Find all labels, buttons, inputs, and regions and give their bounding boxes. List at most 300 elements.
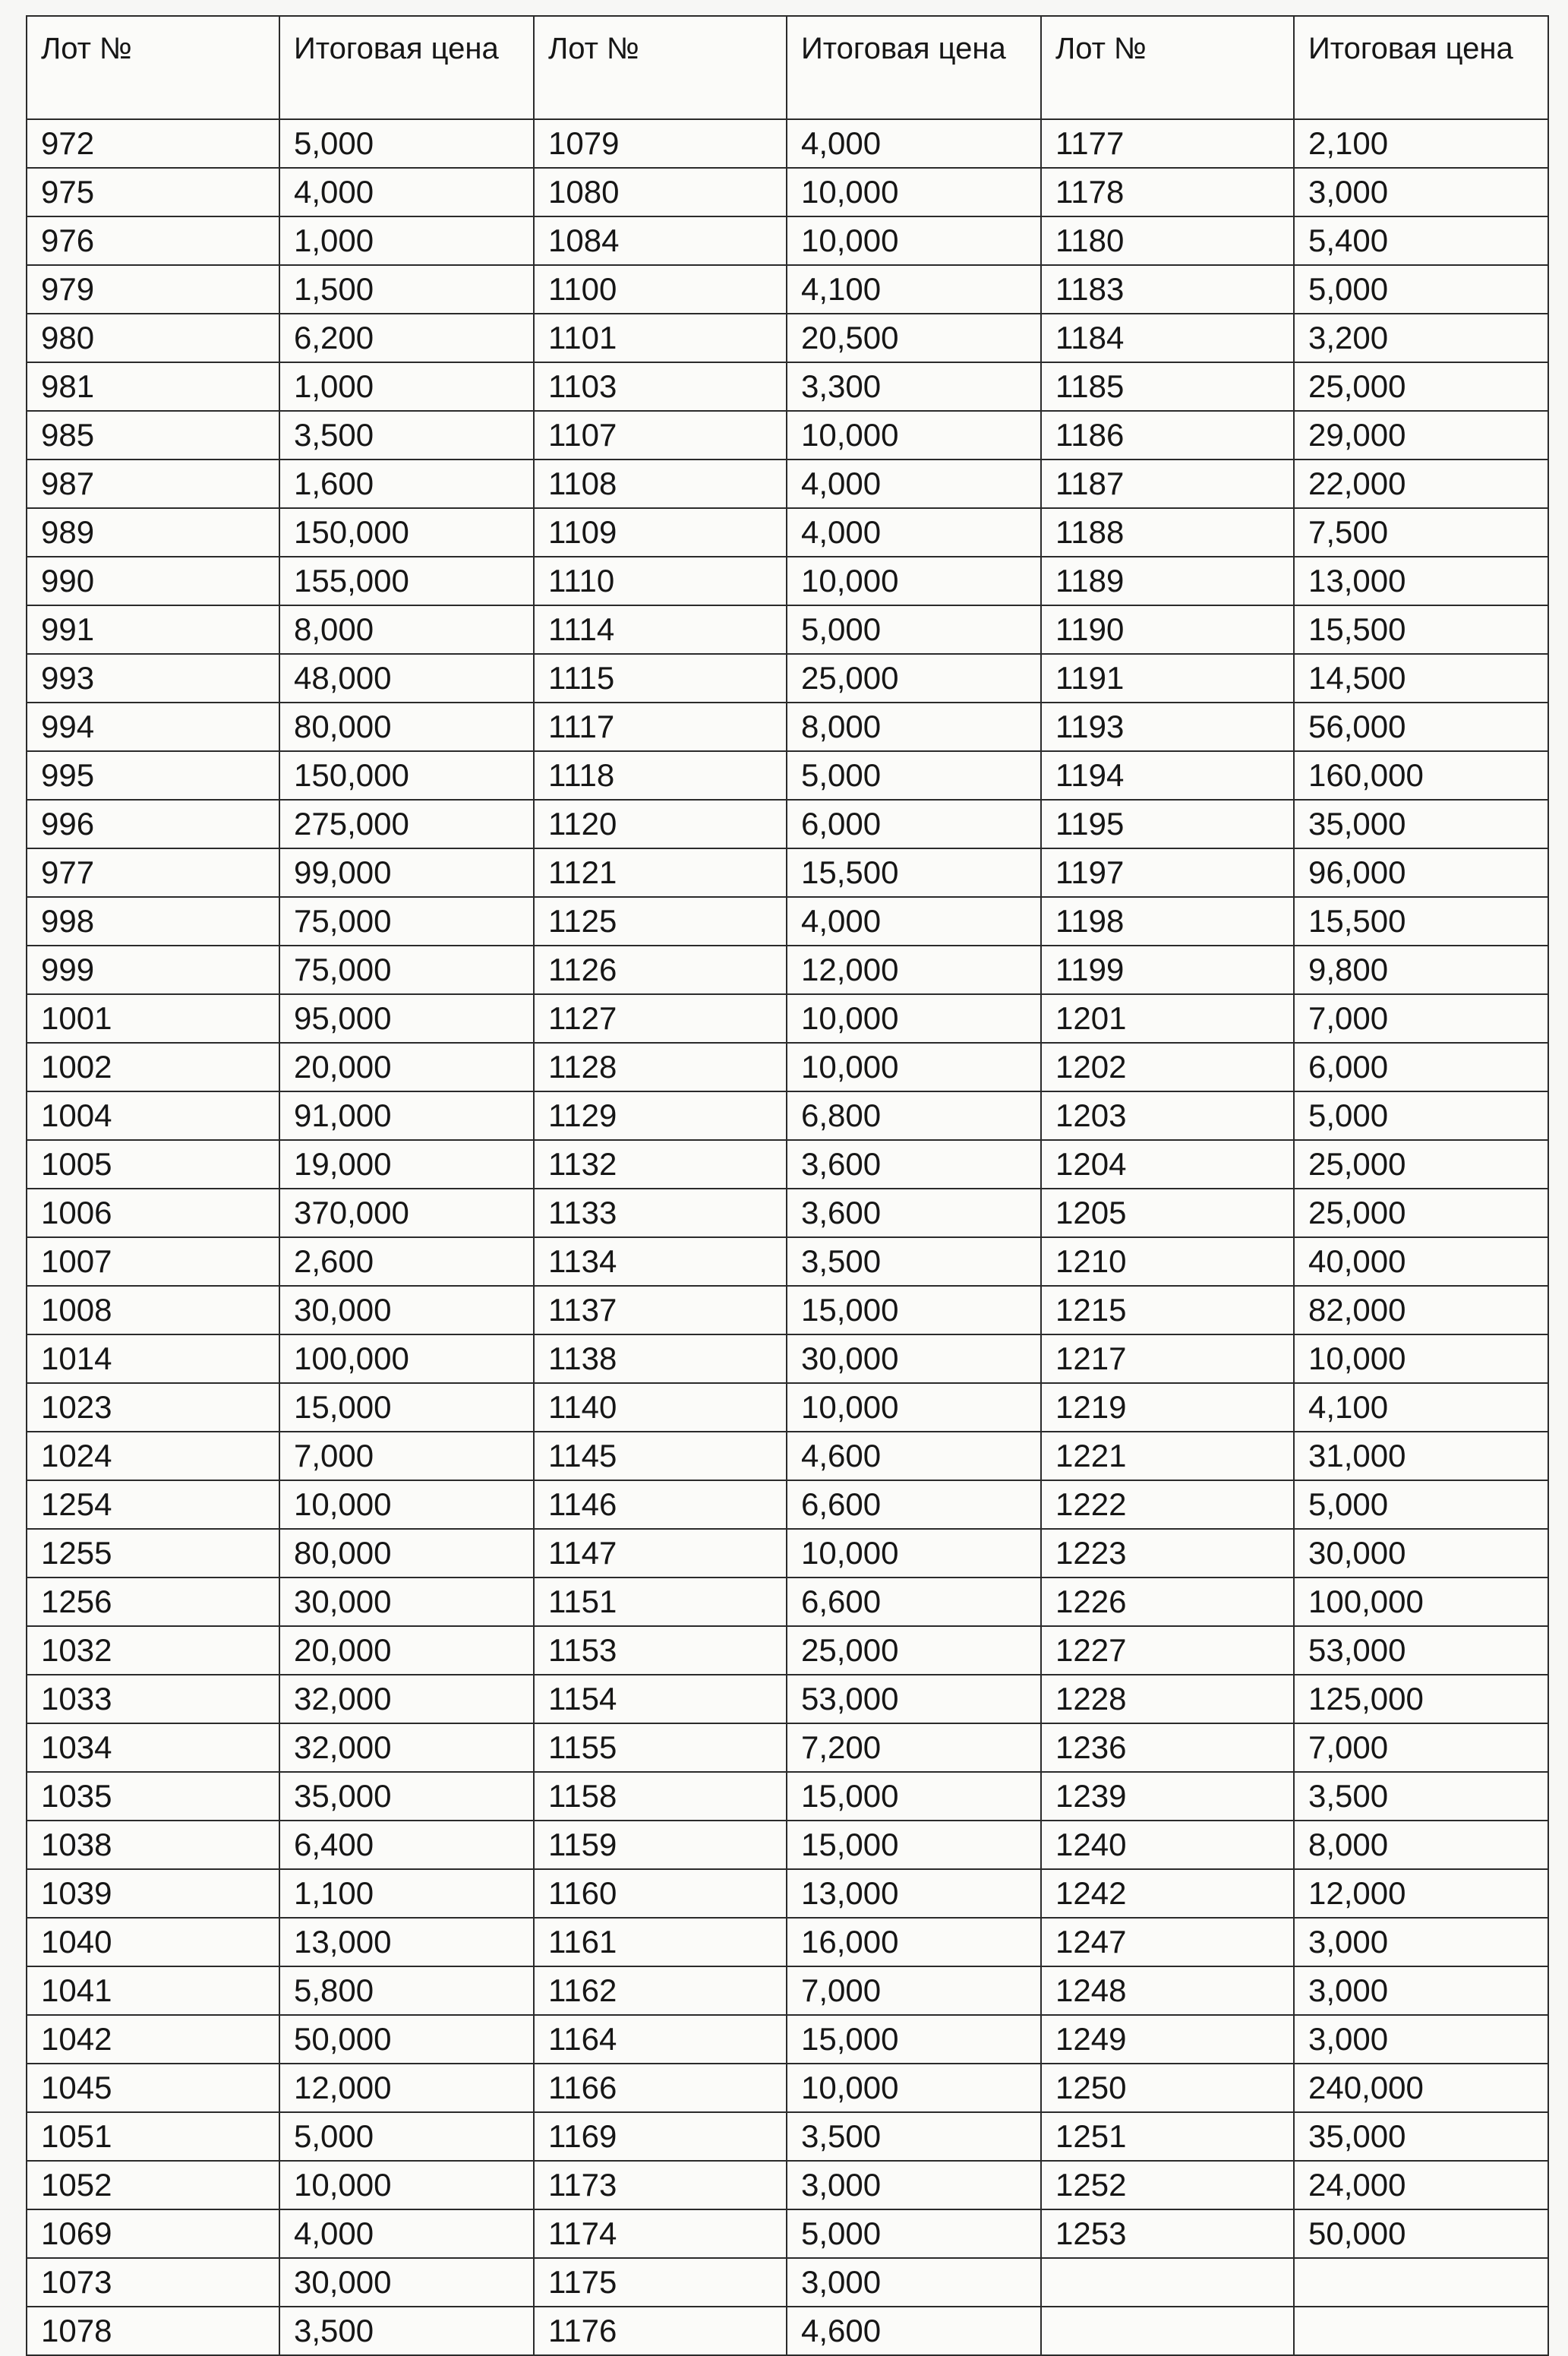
final-price-cell: 10,000 [787, 557, 1041, 605]
lot-number-cell: 1041 [27, 1966, 279, 2015]
final-price-cell: 3,000 [1294, 1918, 1548, 1966]
lot-number-cell: 999 [27, 946, 279, 994]
lot-number-cell [1041, 2307, 1294, 2355]
final-price-cell: 10,000 [787, 1529, 1041, 1578]
lot-number-cell: 1154 [534, 1675, 787, 1723]
lot-number-cell: 1204 [1041, 1140, 1294, 1189]
final-price-cell: 20,000 [279, 1626, 534, 1675]
table-row [27, 508, 1548, 557]
table-row [27, 2064, 1548, 2112]
final-price-cell: 6,600 [787, 1480, 1041, 1529]
final-price-cell: 15,000 [787, 1772, 1041, 1821]
lot-number-cell: 1221 [1041, 1432, 1294, 1480]
final-price-cell: 3,500 [787, 2112, 1041, 2161]
lot-number-cell: 993 [27, 654, 279, 703]
final-price-cell: 5,400 [1294, 216, 1548, 265]
final-price-cell: 50,000 [279, 2015, 534, 2064]
final-price-cell: 7,000 [1294, 1723, 1548, 1772]
final-price-cell: 9,800 [1294, 946, 1548, 994]
lot-number-cell: 1193 [1041, 703, 1294, 751]
final-price-cell: 35,000 [1294, 2112, 1548, 2161]
final-price-cell: 1,000 [279, 362, 534, 411]
lot-number-cell: 1236 [1041, 1723, 1294, 1772]
table-row [27, 1821, 1548, 1869]
lot-number-cell: 1133 [534, 1189, 787, 1237]
final-price-cell: 10,000 [279, 1480, 534, 1529]
table-row [27, 1140, 1548, 1189]
final-price-cell: 30,000 [279, 1286, 534, 1334]
lot-number-cell: 1138 [534, 1334, 787, 1383]
final-price-cell: 3,000 [787, 2258, 1041, 2307]
final-price-cell: 10,000 [787, 411, 1041, 460]
final-price-cell: 6,400 [279, 1821, 534, 1869]
final-price-cell: 4,000 [279, 168, 534, 216]
table-row [27, 1578, 1548, 1626]
final-price-cell: 6,200 [279, 314, 534, 362]
table-row [27, 2307, 1548, 2355]
final-price-cell: 35,000 [1294, 800, 1548, 848]
final-price-cell: 56,000 [1294, 703, 1548, 751]
lot-number-cell: 1005 [27, 1140, 279, 1189]
lot-number-cell: 1251 [1041, 2112, 1294, 2161]
lot-number-cell: 1033 [27, 1675, 279, 1723]
table-row [27, 168, 1548, 216]
final-price-cell: 10,000 [787, 994, 1041, 1043]
table-row [27, 2112, 1548, 2161]
final-price-cell: 4,000 [279, 2209, 534, 2258]
final-price-cell: 3,000 [787, 2161, 1041, 2209]
final-price-cell: 19,000 [279, 1140, 534, 1189]
lot-number-cell: 1197 [1041, 848, 1294, 897]
lot-number-cell: 1125 [534, 897, 787, 946]
lot-number-cell: 1145 [534, 1432, 787, 1480]
final-price-cell: 3,000 [1294, 168, 1548, 216]
final-price-cell: 4,000 [787, 460, 1041, 508]
lot-number-cell: 1079 [534, 119, 787, 168]
table-row [27, 2209, 1548, 2258]
lot-number-cell: 1051 [27, 2112, 279, 2161]
final-price-cell: 100,000 [279, 1334, 534, 1383]
final-price-cell: 32,000 [279, 1675, 534, 1723]
lot-number-cell: 1226 [1041, 1578, 1294, 1626]
final-price-cell: 50,000 [1294, 2209, 1548, 2258]
final-price-cell: 6,000 [787, 800, 1041, 848]
final-price-cell: 5,000 [787, 751, 1041, 800]
final-price-cell: 14,500 [1294, 654, 1548, 703]
header-lot-number: Лот № [1041, 16, 1294, 119]
table-row [27, 2161, 1548, 2209]
table-row [27, 848, 1548, 897]
final-price-cell: 10,000 [787, 1043, 1041, 1091]
final-price-cell: 15,500 [1294, 605, 1548, 654]
table-row [27, 1723, 1548, 1772]
final-price-cell: 7,000 [279, 1432, 534, 1480]
lot-number-cell: 1040 [27, 1918, 279, 1966]
table-row [27, 1432, 1548, 1480]
final-price-cell: 8,000 [279, 605, 534, 654]
lot-number-cell: 1129 [534, 1091, 787, 1140]
final-price-cell: 10,000 [787, 168, 1041, 216]
header-final-price: Итоговая цена [279, 16, 534, 119]
lot-number-cell: 1073 [27, 2258, 279, 2307]
final-price-cell: 80,000 [279, 703, 534, 751]
final-price-cell: 15,500 [787, 848, 1041, 897]
lot-number-cell: 1166 [534, 2064, 787, 2112]
header-lot-number: Лот № [534, 16, 787, 119]
lot-number-cell: 1184 [1041, 314, 1294, 362]
final-price-cell: 30,000 [279, 1578, 534, 1626]
final-price-cell: 125,000 [1294, 1675, 1548, 1723]
table-row [27, 1043, 1548, 1091]
lot-number-cell: 1127 [534, 994, 787, 1043]
lot-number-cell: 1158 [534, 1772, 787, 1821]
final-price-cell: 24,000 [1294, 2161, 1548, 2209]
final-price-cell: 7,000 [1294, 994, 1548, 1043]
lot-number-cell: 1052 [27, 2161, 279, 2209]
lot-number-cell: 995 [27, 751, 279, 800]
final-price-cell: 155,000 [279, 557, 534, 605]
lot-number-cell: 1248 [1041, 1966, 1294, 2015]
lot-number-cell: 1034 [27, 1723, 279, 1772]
final-price-cell: 22,000 [1294, 460, 1548, 508]
lot-number-cell: 1178 [1041, 168, 1294, 216]
lot-number-cell: 972 [27, 119, 279, 168]
lot-number-cell: 1101 [534, 314, 787, 362]
lot-number-cell: 976 [27, 216, 279, 265]
lot-number-cell: 1252 [1041, 2161, 1294, 2209]
lot-number-cell: 991 [27, 605, 279, 654]
final-price-cell: 12,000 [1294, 1869, 1548, 1918]
lot-number-cell: 1177 [1041, 119, 1294, 168]
lot-number-cell: 987 [27, 460, 279, 508]
table-row [27, 897, 1548, 946]
table-row [27, 411, 1548, 460]
table-row [27, 265, 1548, 314]
lot-number-cell: 1103 [534, 362, 787, 411]
final-price-cell: 8,000 [1294, 1821, 1548, 1869]
table-row [27, 1626, 1548, 1675]
final-price-cell: 15,500 [1294, 897, 1548, 946]
final-price-cell: 150,000 [279, 751, 534, 800]
lot-number-cell: 1227 [1041, 1626, 1294, 1675]
table-row [27, 1675, 1548, 1723]
final-price-cell: 96,000 [1294, 848, 1548, 897]
final-price-cell: 6,800 [787, 1091, 1041, 1140]
lot-number-cell: 1186 [1041, 411, 1294, 460]
final-price-cell: 5,000 [1294, 1480, 1548, 1529]
final-price-cell: 15,000 [787, 1821, 1041, 1869]
table-row [27, 800, 1548, 848]
final-price-cell: 25,000 [787, 654, 1041, 703]
final-price-cell: 4,600 [787, 2307, 1041, 2355]
lot-number-cell: 1255 [27, 1529, 279, 1578]
table-row [27, 1480, 1548, 1529]
final-price-cell: 53,000 [787, 1675, 1041, 1723]
lot-number-cell: 1194 [1041, 751, 1294, 800]
table-body [27, 119, 1548, 2355]
lot-number-cell: 1134 [534, 1237, 787, 1286]
final-price-cell: 1,100 [279, 1869, 534, 1918]
lot-number-cell: 1250 [1041, 2064, 1294, 2112]
lot-number-cell: 1108 [534, 460, 787, 508]
final-price-cell: 20,000 [279, 1043, 534, 1091]
table-row [27, 216, 1548, 265]
lot-number-cell: 1038 [27, 1821, 279, 1869]
lot-number-cell: 1120 [534, 800, 787, 848]
final-price-cell: 15,000 [787, 1286, 1041, 1334]
final-price-cell: 48,000 [279, 654, 534, 703]
final-price-cell: 7,000 [787, 1966, 1041, 2015]
final-price-cell: 160,000 [1294, 751, 1548, 800]
lot-number-cell: 985 [27, 411, 279, 460]
lot-number-cell: 1173 [534, 2161, 787, 2209]
final-price-cell: 13,000 [1294, 557, 1548, 605]
final-price-cell: 240,000 [1294, 2064, 1548, 2112]
final-price-cell: 3,600 [787, 1140, 1041, 1189]
lot-number-cell: 1217 [1041, 1334, 1294, 1383]
lot-number-cell: 1118 [534, 751, 787, 800]
final-price-cell: 25,000 [1294, 1140, 1548, 1189]
final-price-cell: 5,000 [1294, 1091, 1548, 1140]
final-price-cell: 25,000 [1294, 362, 1548, 411]
final-price-cell: 91,000 [279, 1091, 534, 1140]
final-price-cell: 4,100 [1294, 1383, 1548, 1432]
final-price-cell: 5,000 [787, 2209, 1041, 2258]
lot-number-cell: 1140 [534, 1383, 787, 1432]
final-price-cell: 75,000 [279, 897, 534, 946]
table-row [27, 557, 1548, 605]
final-price-cell: 10,000 [787, 216, 1041, 265]
lot-number-cell: 1078 [27, 2307, 279, 2355]
final-price-cell: 2,600 [279, 1237, 534, 1286]
lot-number-cell: 1162 [534, 1966, 787, 2015]
lot-number-cell: 1109 [534, 508, 787, 557]
lot-number-cell: 1188 [1041, 508, 1294, 557]
lot-number-cell: 1254 [27, 1480, 279, 1529]
final-price-cell: 4,100 [787, 265, 1041, 314]
lot-number-cell: 1001 [27, 994, 279, 1043]
table-row [27, 994, 1548, 1043]
lot-number-cell: 1107 [534, 411, 787, 460]
table-row [27, 751, 1548, 800]
final-price-cell: 82,000 [1294, 1286, 1548, 1334]
lot-number-cell: 1042 [27, 2015, 279, 2064]
lot-number-cell: 1121 [534, 848, 787, 897]
document-page [26, 15, 1547, 2356]
lot-number-cell: 1100 [534, 265, 787, 314]
final-price-cell: 6,000 [1294, 1043, 1548, 1091]
lot-number-cell: 1137 [534, 1286, 787, 1334]
final-price-cell: 5,800 [279, 1966, 534, 2015]
final-price-cell: 15,000 [279, 1383, 534, 1432]
lot-number-cell: 1256 [27, 1578, 279, 1626]
lot-number-cell: 998 [27, 897, 279, 946]
lot-number-cell: 1189 [1041, 557, 1294, 605]
lot-number-cell: 1153 [534, 1626, 787, 1675]
lot-number-cell: 989 [27, 508, 279, 557]
final-price-cell: 13,000 [279, 1918, 534, 1966]
lot-number-cell: 1117 [534, 703, 787, 751]
lot-number-cell: 1187 [1041, 460, 1294, 508]
final-price-cell: 99,000 [279, 848, 534, 897]
final-price-cell: 1,500 [279, 265, 534, 314]
table-row [27, 1772, 1548, 1821]
final-price-cell: 3,500 [279, 411, 534, 460]
lot-number-cell: 1249 [1041, 2015, 1294, 2064]
final-price-cell: 1,600 [279, 460, 534, 508]
lot-number-cell: 1008 [27, 1286, 279, 1334]
lot-number-cell: 1215 [1041, 1286, 1294, 1334]
final-price-cell: 4,600 [787, 1432, 1041, 1480]
final-price-cell: 40,000 [1294, 1237, 1548, 1286]
lot-number-cell: 1126 [534, 946, 787, 994]
lot-number-cell: 1161 [534, 1918, 787, 1966]
lot-number-cell: 1240 [1041, 1821, 1294, 1869]
lot-number-cell: 1023 [27, 1383, 279, 1432]
lot-number-cell: 1195 [1041, 800, 1294, 848]
final-price-cell: 3,600 [787, 1189, 1041, 1237]
lot-number-cell: 1032 [27, 1626, 279, 1675]
lot-number-cell: 1199 [1041, 946, 1294, 994]
lot-number-cell: 1115 [534, 654, 787, 703]
final-price-cell [1294, 2307, 1548, 2355]
lot-number-cell: 1024 [27, 1432, 279, 1480]
final-price-cell: 75,000 [279, 946, 534, 994]
lot-number-cell: 1247 [1041, 1918, 1294, 1966]
table-row [27, 460, 1548, 508]
lot-number-cell: 1201 [1041, 994, 1294, 1043]
lot-number-cell: 1002 [27, 1043, 279, 1091]
final-price-cell: 4,000 [787, 508, 1041, 557]
lot-number-cell: 1198 [1041, 897, 1294, 946]
lot-number-cell: 994 [27, 703, 279, 751]
lot-number-cell: 1203 [1041, 1091, 1294, 1140]
header-final-price: Итоговая цена [787, 16, 1041, 119]
lot-number-cell: 1114 [534, 605, 787, 654]
final-price-cell: 275,000 [279, 800, 534, 848]
final-price-cell: 7,500 [1294, 508, 1548, 557]
table-row [27, 1189, 1548, 1237]
table-row [27, 119, 1548, 168]
table-row [27, 703, 1548, 751]
lot-number-cell: 1164 [534, 2015, 787, 2064]
final-price-cell: 30,000 [787, 1334, 1041, 1383]
final-price-cell: 7,200 [787, 1723, 1041, 1772]
final-price-cell: 32,000 [279, 1723, 534, 1772]
table-row [27, 2258, 1548, 2307]
table-row [27, 605, 1548, 654]
lot-number-cell: 1223 [1041, 1529, 1294, 1578]
final-price-cell: 10,000 [279, 2161, 534, 2209]
lot-number-cell: 979 [27, 265, 279, 314]
lot-number-cell: 1180 [1041, 216, 1294, 265]
table-row [27, 1091, 1548, 1140]
lot-number-cell: 981 [27, 362, 279, 411]
lot-number-cell: 990 [27, 557, 279, 605]
lot-number-cell: 1222 [1041, 1480, 1294, 1529]
lot-number-cell: 1205 [1041, 1189, 1294, 1237]
lot-number-cell: 1035 [27, 1772, 279, 1821]
table-row [27, 1237, 1548, 1286]
table-row [27, 654, 1548, 703]
header-final-price: Итоговая цена [1294, 16, 1548, 119]
lot-number-cell: 1014 [27, 1334, 279, 1383]
lot-number-cell: 1128 [534, 1043, 787, 1091]
final-price-cell: 35,000 [279, 1772, 534, 1821]
final-price-cell: 5,000 [279, 119, 534, 168]
table-row [27, 1529, 1548, 1578]
lot-number-cell: 1210 [1041, 1237, 1294, 1286]
final-price-cell: 3,500 [279, 2307, 534, 2355]
lot-number-cell: 1155 [534, 1723, 787, 1772]
final-price-cell: 10,000 [787, 2064, 1041, 2112]
final-price-cell: 10,000 [1294, 1334, 1548, 1383]
final-price-cell: 16,000 [787, 1918, 1041, 1966]
lot-number-cell: 1160 [534, 1869, 787, 1918]
lot-number-cell: 1242 [1041, 1869, 1294, 1918]
lot-number-cell: 1202 [1041, 1043, 1294, 1091]
table-row [27, 1383, 1548, 1432]
lot-number-cell: 1007 [27, 1237, 279, 1286]
lot-number-cell: 1006 [27, 1189, 279, 1237]
final-price-cell: 25,000 [1294, 1189, 1548, 1237]
table-header [27, 16, 1548, 119]
lot-number-cell: 977 [27, 848, 279, 897]
header-lot-number: Лот № [27, 16, 279, 119]
final-price-cell: 3,000 [1294, 1966, 1548, 2015]
lot-number-cell: 1176 [534, 2307, 787, 2355]
lot-number-cell [1041, 2258, 1294, 2307]
lot-number-cell: 1004 [27, 1091, 279, 1140]
lot-number-cell: 1039 [27, 1869, 279, 1918]
final-price-cell: 3,500 [1294, 1772, 1548, 1821]
lot-number-cell: 996 [27, 800, 279, 848]
final-price-cell: 3,200 [1294, 314, 1548, 362]
lot-number-cell: 1169 [534, 2112, 787, 2161]
table-row [27, 314, 1548, 362]
final-price-cell: 30,000 [279, 2258, 534, 2307]
lot-number-cell: 1253 [1041, 2209, 1294, 2258]
lot-number-cell: 1185 [1041, 362, 1294, 411]
table-row [27, 362, 1548, 411]
final-price-cell: 53,000 [1294, 1626, 1548, 1675]
table-row [27, 1869, 1548, 1918]
header-row [27, 16, 1548, 119]
lot-number-cell: 1146 [534, 1480, 787, 1529]
lot-number-cell: 1183 [1041, 265, 1294, 314]
lot-price-table [26, 15, 1549, 2356]
lot-number-cell: 1045 [27, 2064, 279, 2112]
final-price-cell: 4,000 [787, 897, 1041, 946]
final-price-cell: 1,000 [279, 216, 534, 265]
final-price-cell: 6,600 [787, 1578, 1041, 1626]
final-price-cell: 3,300 [787, 362, 1041, 411]
lot-number-cell: 1159 [534, 1821, 787, 1869]
final-price-cell: 5,000 [279, 2112, 534, 2161]
final-price-cell: 30,000 [1294, 1529, 1548, 1578]
final-price-cell: 370,000 [279, 1189, 534, 1237]
final-price-cell: 2,100 [1294, 119, 1548, 168]
final-price-cell: 10,000 [787, 1383, 1041, 1432]
table-row [27, 946, 1548, 994]
final-price-cell: 15,000 [787, 2015, 1041, 2064]
final-price-cell: 150,000 [279, 508, 534, 557]
lot-number-cell: 1151 [534, 1578, 787, 1626]
table-row [27, 2015, 1548, 2064]
lot-number-cell: 1191 [1041, 654, 1294, 703]
lot-number-cell: 1190 [1041, 605, 1294, 654]
final-price-cell: 13,000 [787, 1869, 1041, 1918]
